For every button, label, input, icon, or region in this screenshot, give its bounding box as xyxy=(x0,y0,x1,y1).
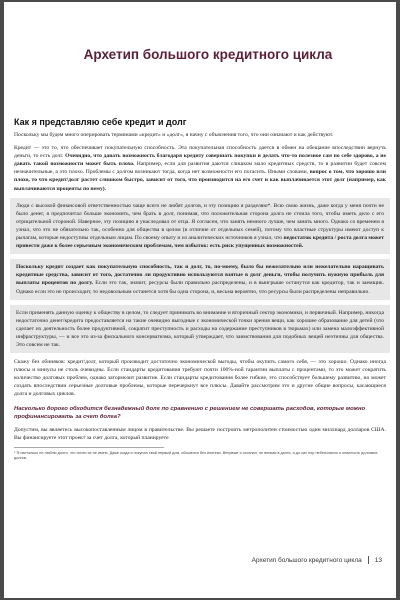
paragraph-good-debt: Скажу без обиняков: кредит/долг, который производит достаточно экономической выгоды, чтобы окупить самого себя, — это хорошо. Однако иногда плюсы и минусы не столь очевидны. Если стандарты кредитования требуют почти 100%-ной гарантии выплаты с процентами, то это может сократить количество долговых проблем, однако затормозит развитие. Если стандарты кредитования более гибкие, это способствует большему развитию, но может создать впоследствии серьезные долговые проблемы, которые перечеркнут все плюсы. Давайте рассмотрим это и другие общие вопросы, касающиеся долга и долговых циклов. xyxy=(14,359,386,398)
paragraph-text: Люди с высокой финансовой ответственностью чаще всего не любят долгов, и эту позицию я разделяю*. Всю свою жизнь, даже когда у меня почти не было денег, я предпочитал больше экономить, чем брать в долг, понимая, что положительная сторона долга не стоила того, чтобы иметь дело с его отрицательной стороной. Наверное, эту позицию я унаследовал от отца. Я согласен, что занять немного лучше, чем занять много. Однако со временем я узнал, что это не обязательно так, особенно для общества в целом (в отличие от отдельных семей), потому что властные структуры имеют доступ к рычагам, которые недоступны отдельным лицам. По своему опыту и из аналитических источников я узнал, что xyxy=(16,202,384,242)
footnote: * Я настолько не люблю долги, что почти их не имею. Даже когда я покупал свой первый дом, обошелся без ипотеки. Впервые я осознал, не вникая в долги, и до сих пор небезопасно и опасность долговых долгов. xyxy=(14,450,378,461)
paragraph-text: Кредит — это то, что обеспечивает покупательную способность. Эта покупательная способность дается в обмен на обещание впоследствии вернуть деньги, то есть долг. xyxy=(14,145,386,160)
paragraph-bold-text: Поскольку кредит создает как покупательную способность, так и долг, то, по-моему, было бы нежелательно или нежелательно наращивать кредитные средства, зависит от того, достаточно ли продуктивно используются взятые в долг деньги, чтобы получить нужную прибыль для выплаты процентов по долгу. xyxy=(16,264,384,287)
paragraph-example: Допустим, вы являетесь высокопоставленным лицом в правительстве. Вы решаете построить метрополитен стоимостью один миллиард долларов США. Вы финансируете этот проект за счет долга, который планируете xyxy=(14,426,386,441)
page-content xyxy=(14,70,386,462)
paragraph-bold-text: Очевидно, что давать возможность благодаря кредиту совершать покупки и делать что-то полезное сам по себе здорово, а не давать такой возможности может быть плохо. xyxy=(14,153,387,168)
box-paragraph: Если применять данную оценку к обществу в целом, то следует принимать во внимание и вторичный сектор экономики, и первичный. Например, никогда недостаточно денег/кредита предоставляется на такие очевидно выгодные с экономической точки зрения вещи, как хорошее образование для детей (что сделает их деятельность более продуктивной, сократит преступность и расходы на содержание преступников в тюрьмах) или замена малоэффективной инфраструктуры, — и все это из-за фискального консерватизма, который утверждает, что заимствования для подобных вещей неэтичны для общества. Это совсем не так. xyxy=(16,309,384,348)
question-heading: Насколько дорого обходится безнадежный долг по сравнению с решением не совершать расходов, которые можно профинансировать за счет долга? xyxy=(14,405,366,420)
footnote-divider xyxy=(14,447,164,448)
chapter-title: Архетип большого кредитного цикла xyxy=(83,47,333,62)
book-page xyxy=(4,2,396,598)
box-paragraph xyxy=(16,202,384,251)
highlight-box xyxy=(10,305,390,353)
page-number: 13 xyxy=(374,556,382,564)
highlight-box xyxy=(10,259,390,299)
paragraph-text: Если это так, значит, ресурсы были правильно распределены, и в выигрыше останутся как кредитор, так и заемщик. Однако если это не происходит, то недовольным останется хотя бы одна сторона, и, весьма вероятно, что ресурсы были распределены неправильно. xyxy=(16,280,384,295)
paragraph-intro: Поскольку мы будем много оперировать терминами «кредит» и «долг», я начну с объяснения того, что они означают и как действуют. xyxy=(14,132,334,138)
section-heading: Как я представляю себе кредит и долг xyxy=(14,117,187,127)
paragraph-text: Например, если для развития даются слишком мало кредитных средств, то в развитии будет совсем незначительные, а это плохо. Проблемы с долгом возникают тогда, когда нет возможности его погасить. Иными словами, xyxy=(14,161,386,176)
footer-separator xyxy=(368,556,369,564)
paragraph-bold-text: вопрос о том, что хорошо или плохо, то что кредит/долг растет слишком быстро, зависит от того, что производится на его счет и как выплачивается этот долг (например, как выплачиваются проценты по нему). xyxy=(14,169,386,192)
page-footer xyxy=(252,556,382,564)
running-title: Архетип большого кредитного цикла xyxy=(251,556,362,564)
box-paragraph xyxy=(16,263,384,295)
paragraph-credit-definition xyxy=(14,144,386,193)
paragraph-bold-text: недостаток кредита / роста долга может привести даже к более серьезным экономическим проблемам, чем избыток: есть риск упущенных возможностей. xyxy=(16,235,384,250)
highlight-box xyxy=(10,198,390,255)
